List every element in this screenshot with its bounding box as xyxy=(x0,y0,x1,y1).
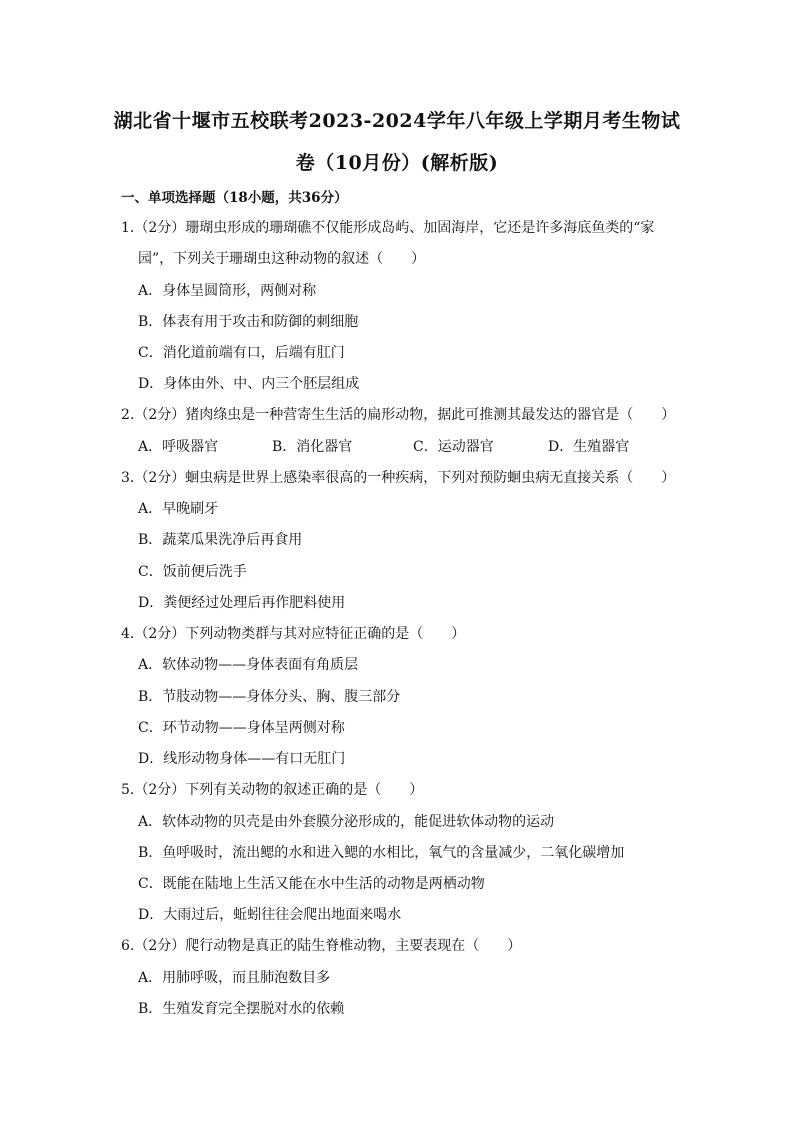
question-5-option-d: D．大雨过后，蚯蚓往往会爬出地面来喝水 xyxy=(138,907,402,923)
question-4-stem: 4.（2分）下列动物类群与其对应特征正确的是（ ） xyxy=(121,626,466,642)
question-1-option-a: A．身体呈圆筒形，两侧对称 xyxy=(138,283,317,299)
question-6-option-a: A．用肺呼吸，而且肺泡数目多 xyxy=(138,970,331,986)
question-1-option-b: B．体表有用于攻击和防御的刺细胞 xyxy=(138,314,359,330)
question-5-option-a: A．软体动物的贝壳是由外套膜分泌形成的，能促进软体动物的运动 xyxy=(138,814,555,830)
question-3-stem: 3.（2分）蛔虫病是世界上感染率很高的一种疾病，下列对预防蛔虫病无直接关系（ ） xyxy=(121,470,676,486)
question-5-option-b: B．鱼呼吸时，流出鳃的水和进入鳃的水相比，氧气的含量减少，二氧化碳增加 xyxy=(138,845,625,861)
question-2-stem: 2.（2分）猪肉绦虫是一种营寄生生活的扁形动物，据此可推测其最发达的器官是（ ） xyxy=(121,407,676,423)
question-4-option-d: D．线形动物身体——有口无肛门 xyxy=(138,751,346,767)
question-1-stem-continued: 园”，下列关于珊瑚虫这种动物的叙述（ ） xyxy=(138,251,426,267)
question-3-option-d: D．粪便经过处理后再作肥料使用 xyxy=(138,595,346,611)
document-title-line-2: 卷（10月份）(解析版) xyxy=(295,152,499,174)
question-2-option-d: D．生殖器官 xyxy=(548,439,630,455)
document-title-line-1: 湖北省十堰市五校联考2023-2024学年八年级上学期月考生物试 xyxy=(113,110,681,132)
question-3-option-b: B．蔬菜瓜果洗净后再食用 xyxy=(138,532,303,548)
question-4-option-c: C．环节动物——身体呈两侧对称 xyxy=(138,720,345,736)
question-1-stem: 1.（2分）珊瑚虫形成的珊瑚礁不仅能形成岛屿、加固海岸，它还是许多海底鱼类的“家 xyxy=(121,220,655,236)
question-3-option-a: A．早晚刷牙 xyxy=(138,501,219,517)
question-3-option-c: C．饭前便后洗手 xyxy=(138,564,247,580)
question-5-stem: 5.（2分）下列有关动物的叙述正确的是（ ） xyxy=(121,782,424,798)
question-4-option-a: A．软体动物——身体表面有角质层 xyxy=(138,657,359,673)
question-1-option-d: D．身体由外、中、内三个胚层组成 xyxy=(138,376,360,392)
question-5-option-c: C．既能在陆地上生活又能在水中生活的动物是两栖动物 xyxy=(138,876,485,892)
question-4-option-b: B．节肢动物——身体分头、胸、腹三部分 xyxy=(138,689,401,705)
question-2-option-c: C．运动器官 xyxy=(413,439,494,455)
question-2-option-b: B．消化器官 xyxy=(272,439,353,455)
question-1-option-c: C．消化道前端有口，后端有肛门 xyxy=(138,345,345,361)
question-2-options-row xyxy=(138,436,629,456)
section-heading: 一、单项选择题（18小题，共36分） xyxy=(121,190,348,206)
question-6-stem: 6.（2分）爬行动物是真正的陆生脊椎动物，主要表现在（ ） xyxy=(121,938,522,954)
question-6-option-b: B．生殖发育完全摆脱对水的依赖 xyxy=(138,1001,345,1017)
question-2-option-a: A．呼吸器官 xyxy=(138,439,219,455)
